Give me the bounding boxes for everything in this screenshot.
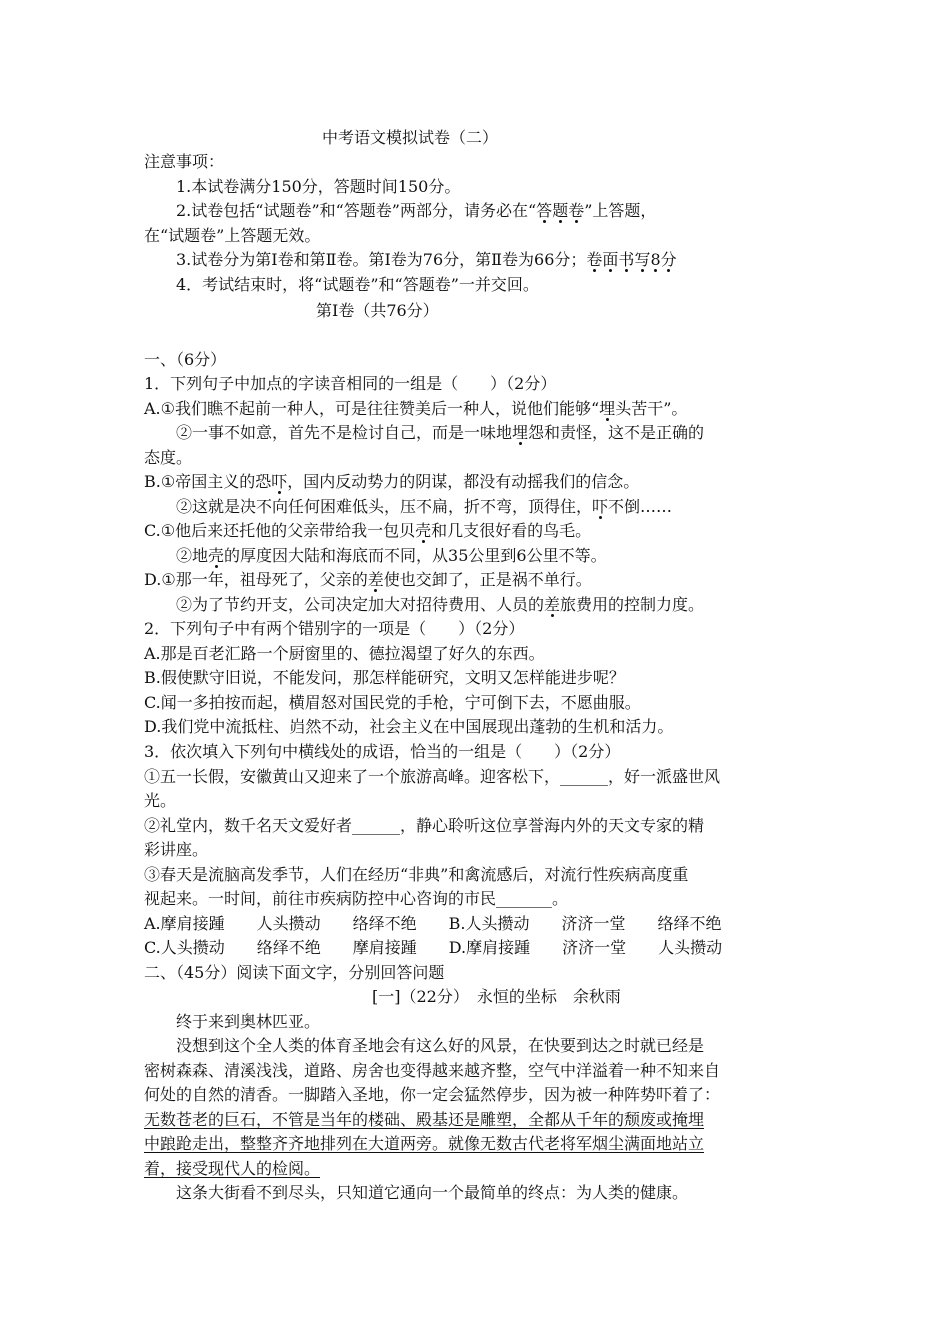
notice-item: 1.本试卷满分150分，答题时间150分。 bbox=[176, 177, 461, 196]
q1-line: 态度。 bbox=[144, 448, 193, 467]
q1-line: B.①帝国主义的恐吓，国内反动势力的阴谋，都没有动摇我们的信念。 bbox=[144, 472, 640, 491]
notice-item: 4．考试结束时，将“试题卷”和“答题卷”一并交回。 bbox=[176, 275, 539, 294]
q3-line: 光。 bbox=[144, 791, 177, 810]
q2-option: D.我们党中流抵柱、岿然不动，社会主义在中国展现出蓬勃的生机和活力。 bbox=[144, 717, 674, 736]
q2-stem: 2．下列句子中有两个错别字的一项是（ ）（2分） bbox=[144, 619, 525, 638]
notice-heading: 注意事项： bbox=[144, 152, 225, 171]
notice-item-continued: 在“试题卷”上答题无效。 bbox=[144, 226, 321, 245]
passage-underlined-line: 无数苍老的巨石，不管是当年的楼础、殿基还是雕塑，全都从千年的颓废或掩埋 bbox=[144, 1110, 705, 1129]
q1-stem: 1．下列句子中加点的字读音相同的一组是（ ）（2分） bbox=[144, 374, 557, 393]
notice-item: 3.试卷分为第Ⅰ卷和第Ⅱ卷。第Ⅰ卷为76分，第Ⅱ卷为66分；卷面书写8分 bbox=[176, 250, 677, 269]
passage-line: 密树森森、清溪浅浅，道路、房舍也变得越来越齐整，空气中洋溢着一种不知来自 bbox=[144, 1061, 721, 1080]
passage-line: 何处的自然的清香。一脚踏入圣地，你一定会猛然停步，因为被一种阵势吓着了： bbox=[144, 1085, 721, 1104]
q3-line: ②礼堂内，数千名天文爱好者______，静心聆听这位享誉海内外的天文专家的精 bbox=[144, 816, 705, 835]
q2-option: C.闻一多拍按而起，横眉怒对国民党的手枪，宁可倒下去，不愿曲服。 bbox=[144, 693, 641, 712]
q3-options: A.摩肩接踵 人头攒动 络绎不绝 B.人头攒动 济济一堂 络绎不绝 bbox=[144, 914, 722, 933]
q3-stem: 3．依次填入下列句中横线处的成语，恰当的一组是（ ）（2分） bbox=[144, 742, 621, 761]
part1-title: 第Ⅰ卷（共76分） bbox=[316, 301, 439, 320]
q1-line: A.①我们瞧不起前一种人，可是往往赞美后一种人，说他们能够“埋头苦干”。 bbox=[144, 399, 688, 418]
page-title: 中考语文模拟试卷（二） bbox=[322, 128, 499, 147]
q1-line: ②地壳的厚度因大陆和海底而不同，从35公里到6公里不等。 bbox=[176, 546, 607, 565]
passage-underlined-line: 中踉跄走出，整整齐齐地排列在大道两旁。就像无数古代老将军烟尘满面地站立 bbox=[144, 1134, 705, 1153]
passage-heading: [一]（22分） 永恒的坐标 余秋雨 bbox=[372, 987, 621, 1006]
section1-heading: 一、（6分） bbox=[144, 350, 227, 369]
q3-line: ①五一长假，安徽黄山又迎来了一个旅游高峰。迎客松下，______，好一派盛世风 bbox=[144, 767, 721, 786]
q3-options: C.人头攒动 络绎不绝 摩肩接踵 D.摩肩接踵 济济一堂 人头攒动 bbox=[144, 938, 723, 957]
q3-line: 彩讲座。 bbox=[144, 840, 209, 859]
q3-line: 视起来。一时间，前往市疾病防控中心咨询的市民_______。 bbox=[144, 889, 569, 908]
q2-option: A.那是百老汇路一个厨窗里的、德拉渴望了好久的东西。 bbox=[144, 644, 545, 663]
q2-option: B.假使默守旧说，不能发问，那怎样能研究，文明又怎样能进步呢？ bbox=[144, 668, 625, 687]
q3-line: ③春天是流脑高发季节，人们在经历“非典”和禽流感后，对流行性疾病高度重 bbox=[144, 865, 689, 884]
q1-line: D.①那一年，祖母死了，父亲的差使也交卸了，正是祸不单行。 bbox=[144, 570, 592, 589]
q1-line: ②这就是决不向任何困难低头，压不扁，折不弯，顶得住，吓不倒…… bbox=[176, 497, 673, 516]
q1-line: C.①他后来还托他的父亲带给我一包贝壳和几支很好看的鸟毛。 bbox=[144, 521, 592, 540]
passage-underlined-line: 着，接受现代人的检阅。 bbox=[144, 1159, 321, 1178]
passage-line: 没想到这个全人类的体育圣地会有这么好的风景，在快要到达之时就已经是 bbox=[176, 1036, 705, 1055]
passage-line: 这条大街看不到尽头，只知道它通向一个最简单的终点：为人类的健康。 bbox=[176, 1183, 689, 1202]
passage-line: 终于来到奥林匹亚。 bbox=[176, 1012, 321, 1031]
q1-line: ②为了节约开支，公司决定加大对招待费用、人员的差旅费用的控制力度。 bbox=[176, 595, 705, 614]
section2-heading: 二、（45分）阅读下面文字，分别回答问题 bbox=[144, 963, 445, 982]
notice-item: 2.试卷包括“试题卷”和“答题卷”两部分，请务必在“答题卷”上答题， bbox=[176, 201, 657, 220]
q1-line: ②一事不如意，首先不是检讨自己，而是一味地埋怨和责怪，这不是正确的 bbox=[176, 423, 705, 442]
